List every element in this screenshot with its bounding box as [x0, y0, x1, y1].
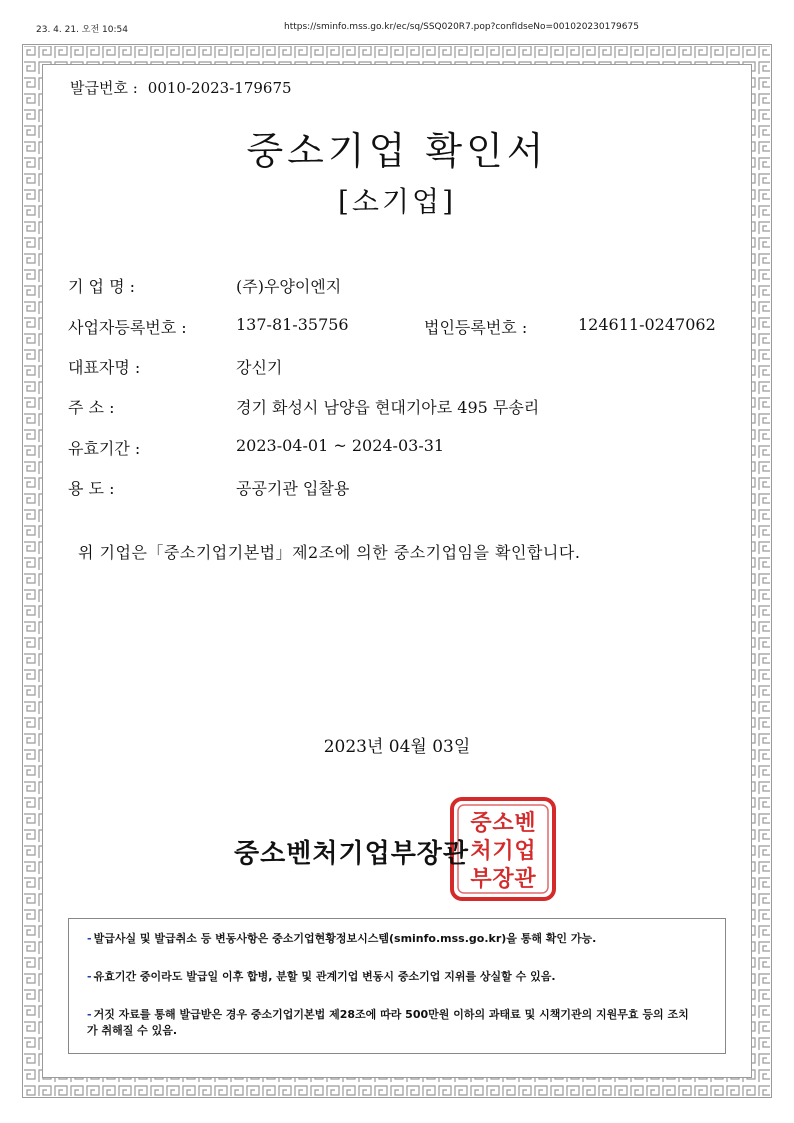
representative-label: 대표자명 :	[68, 358, 141, 377]
corp-reg-label: 법인등록번호 :	[424, 318, 528, 337]
notice-text: 유효기간 중이라도 발급일 이후 합병, 분할 및 관계기업 변동시 중소기업 지위를 상실할 수 있음.	[93, 970, 556, 983]
bullet-icon: -	[87, 932, 92, 945]
svg-text:벤: 벤	[514, 811, 536, 836]
company-name-label: 기 업 명 :	[68, 277, 136, 296]
document-title: 중소기업 확인서	[246, 129, 548, 173]
svg-text:기: 기	[492, 839, 514, 864]
svg-text:관: 관	[514, 867, 536, 892]
bullet-icon: -	[87, 1008, 92, 1021]
confirmation-statement: 위 기업은「중소기업기본법」제2조에 의한 중소기업임을 확인합니다.	[78, 543, 581, 562]
svg-text:중: 중	[470, 811, 492, 836]
validity-label: 유효기간 :	[68, 439, 141, 458]
purpose-label: 용 도 :	[68, 479, 115, 498]
svg-text:소: 소	[492, 811, 514, 836]
svg-text:부: 부	[470, 867, 492, 892]
svg-text:장: 장	[492, 867, 514, 892]
print-url: https://sminfo.mss.go.kr/ec/sq/SSQ020R7.pop?confIdseNo=001020230179675	[284, 22, 639, 32]
business-reg-value: 137-81-35756	[236, 315, 349, 334]
document-subtitle: [소기업]	[338, 185, 456, 218]
issue-date: 2023년 04월 03일	[323, 737, 471, 757]
notice-text: 발급사실 및 발급취소 등 변동사항은 중소기업현황정보시스템(sminfo.mss.go.kr)을 통해 확인 가능.	[93, 932, 597, 945]
bullet-icon: -	[87, 970, 92, 983]
issue-number-value: 0010-2023-179675	[147, 79, 292, 97]
issue-number-label: 발급번호 :	[70, 79, 138, 97]
address-label: 주 소 :	[68, 398, 115, 417]
company-name-value: (주)우양이엔지	[236, 277, 342, 296]
validity-value: 2023-04-01 ~ 2024-03-31	[236, 436, 445, 455]
issuer-name: 중소벤처기업부장관	[234, 839, 470, 869]
issue-number	[70, 77, 292, 98]
business-reg-label: 사업자등록번호 :	[68, 318, 187, 337]
notice-box	[68, 918, 726, 1054]
svg-text:업: 업	[514, 839, 536, 864]
print-date: 23. 4. 21. 오전 10:54	[36, 25, 128, 35]
address-value: 경기 화성시 남양읍 현대기아로 495 무송리	[236, 398, 540, 417]
svg-text:처: 처	[470, 839, 492, 864]
notice-item	[87, 969, 697, 985]
notice-item	[87, 931, 697, 947]
purpose-value: 공공기관 입찰용	[236, 479, 350, 498]
notice-item	[87, 1007, 697, 1039]
corp-reg-value: 124611-0247062	[578, 315, 716, 334]
notice-text: 거짓 자료를 통해 발급받은 경우 중소기업기본법 제28조에 따라 500만원 이하의 과태료 및 시책기관의 지원무효 등의 조치가 취해질 수 있음.	[87, 1008, 689, 1037]
representative-value: 강신기	[236, 358, 283, 377]
